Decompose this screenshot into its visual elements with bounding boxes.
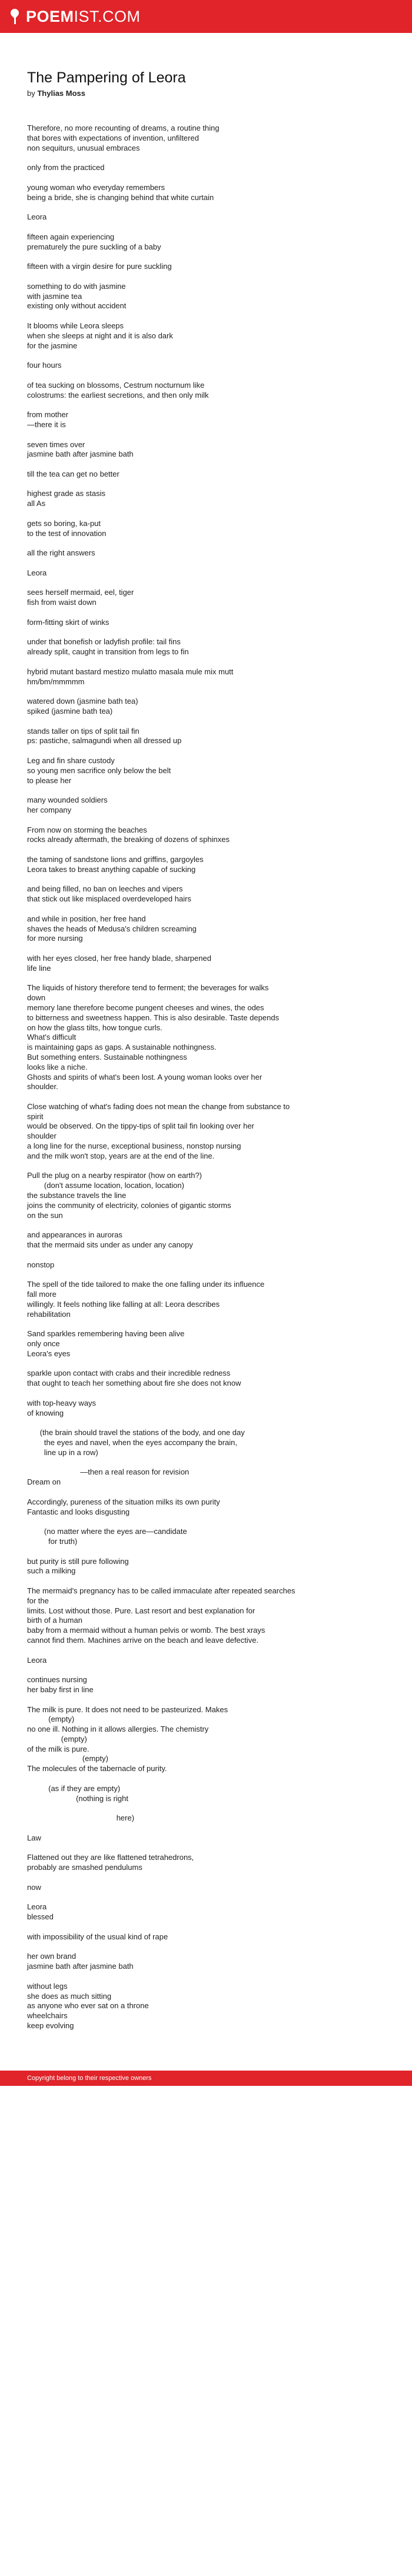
stanza: Leora (27, 568, 47, 577)
stanza: The liquids of history therefore tend to ferment; the beverages for walks down memory lane therefore become pungent cheeses and wines, the odes to bitterness and sweetness happen. This is also desirable. Taste depends on how the glass tilts, how tongue curls. What's difficult is maintaining gaps as gaps. A sustainable nothingness. But something enters. Sustainable nothingness looks like a niche. Ghosts and spirits of what's been lost. A young woman looks over her shoulder. (27, 983, 280, 1091)
stanza: sparkle upon contact with crabs and their incredible redness that ought to teach her something about fire she does not know (27, 1369, 241, 1388)
stanza: Leora (27, 1655, 47, 1665)
stanza: Leora blessed (27, 1902, 54, 1922)
stanza: of tea sucking on blossoms, Cestrum nocturnum like colostrums: the earliest secretions, and then only milk (27, 380, 209, 400)
stanza: but purity is still pure following such a milking (27, 1556, 129, 1576)
stanza: with her eyes closed, her free handy blade, sharpened life line (27, 953, 211, 973)
logo-bold-text: POEM (26, 7, 74, 25)
stanza: nonstop (27, 1260, 55, 1269)
map-pin-icon (9, 8, 21, 25)
stanza: without legs she does as much sitting as anyone who ever sat on a throne wheelchairs keep evolving (27, 1981, 149, 2030)
stanza: fifteen again experiencing prematurely the pure suckling of a baby (27, 232, 161, 251)
stanza: till the tea can get no better (27, 469, 119, 478)
site-header (0, 0, 412, 33)
stanza: (no matter where the eyes are—candidate for truth) (44, 1527, 187, 1546)
stanza: sees herself mermaid, eel, tiger fish from waist down (27, 588, 134, 607)
stanza: from mother —there it is (27, 410, 69, 429)
stanza: and appearances in auroras that the mermaid sits under as under any canopy (27, 1230, 193, 1250)
stanza: (the brain should travel the stations of the body, and one day the eyes and navel, when the eyes accompany the brain, line up in a row) (39, 1428, 245, 1457)
stanza: only from the practiced (27, 163, 105, 172)
stanza: with impossibility of the usual kind of rape (27, 1932, 168, 1941)
stanza: seven times over jasmine bath after jasmine bath (27, 440, 134, 459)
stanza: Sand sparkles remembering having been alive only once Leora's eyes (27, 1329, 185, 1358)
stanza: (as if they are empty) (nothing is right here) (48, 1783, 135, 1823)
stanza: something to do with jasmine with jasmine tea existing only without accident (27, 281, 127, 311)
stanza: highest grade as stasis all As (27, 489, 105, 508)
stanza: Pull the plug on a nearby respirator (how on earth?) (don't assume location, location, location) the substance travels the line joins the community of electricity, colonies of gigantic storms on the sun (27, 1171, 231, 1220)
stanza: and being filled, no ban on leeches and vipers that stick out like misplaced overdeveloped hairs (27, 884, 191, 904)
stanza: young woman who everyday remembers being a bride, she is changing behind that white curtain (27, 182, 214, 202)
stanza: hybrid mutant bastard mestizo mulatto masala mule mix mutt hm/bm/mmmmm (27, 667, 234, 686)
stanza: Therefore, no more recounting of dreams, a routine thing that bores with expectations of invention, unfiltered non sequiturs, unusual embraces (27, 124, 220, 152)
site-logo-link[interactable] (9, 8, 141, 26)
poem-container (0, 33, 412, 2065)
stanza: —then a real reason for revision Dream on (27, 1467, 190, 1487)
site-footer (0, 2071, 412, 2086)
stanza: Law (27, 1833, 41, 1842)
stanza: now (27, 1882, 41, 1892)
stanza: stands taller on tips of split tail fin ps: pastiche, salmagundi when all dressed up (27, 726, 182, 745)
stanza: all the right answers (27, 548, 95, 558)
stanza: continues nursing her baby first in line (27, 1675, 94, 1694)
logo-light-text: IST.COM (74, 7, 141, 25)
poem-body (27, 124, 391, 2031)
stanza: watered down (jasmine bath tea) spiked (jasmine bath tea) (27, 697, 138, 716)
poem-title: The Pampering of Leora (27, 69, 186, 86)
byline-prefix: by (27, 89, 35, 98)
stanza: gets so boring, ka-put to the test of innovation (27, 518, 107, 538)
stanza: with top-heavy ways of knowing (27, 1398, 97, 1417)
stanza: Leg and fin share custody so young men sacrifice only below the belt to please her (27, 756, 171, 785)
stanza: From now on storming the beaches rocks already aftermath, the breaking of dozens of sphinxes (27, 825, 230, 844)
stanza: Close watching of what's fading does not mean the change from substance to spirit would be observed. On the tippy-tips of split tail fin looking over her shoulder a long line for the nurse, exceptional business, nonstop nursing and the milk won't stop, years are at the end of the line. (27, 1101, 290, 1160)
author-link[interactable]: Thylias Moss (37, 89, 85, 98)
stanza: Leora (27, 212, 47, 222)
stanza: the taming of sandstone lions and griffins, gargoyles Leora takes to breast anything capable of sucking (27, 854, 204, 874)
stanza: four hours (27, 361, 62, 370)
stanza: The spell of the tide tailored to make the one falling under its influence fall more willingly. It feels nothing like falling at all: Leora describes rehabilitation (27, 1280, 265, 1319)
stanza: and while in position, her free hand shaves the heads of Medusa's children screaming for more nursing (27, 914, 197, 943)
stanza: Accordingly, pureness of the situation milks its own purity Fantastic and looks disgusting (27, 1497, 220, 1516)
site-logo-text (26, 8, 141, 26)
stanza: The milk is pure. It does not need to be pasteurized. Makes (empty) no one ill. Nothing in it allows allergies. The chemistry (empty) of the milk is pure. (empty) The molecules of the tabernacle of purity. (27, 1705, 228, 1773)
stanza: under that bonefish or ladyfish profile: tail fins already split, caught in transition from legs to fin (27, 637, 189, 657)
stanza: fifteen with a virgin desire for pure suckling (27, 262, 172, 271)
stanza: form-fitting skirt of winks (27, 617, 109, 627)
byline (27, 89, 391, 98)
stanza: It blooms while Leora sleeps when she sleeps at night and it is also dark for the jasmine (27, 321, 173, 350)
stanza: Flattened out they are like flattened tetrahedrons, probably are smashed pendulums (27, 1853, 194, 1872)
stanza: many wounded soldiers her company (27, 796, 108, 814)
stanza: her own brand jasmine bath after jasmine bath (27, 1952, 134, 1971)
stanza: The mermaid's pregnancy has to be called immaculate after repeated searches for the limits. Lost without those. Pure. Last resort and best explanation for birth of a human baby from a mermaid without a human pelvis or womb. The best xrays cannot find them. Machines arrive on the beach and leave defective. (27, 1586, 295, 1645)
copyright-text: Copyright belong to their respective owners (27, 2074, 152, 2082)
